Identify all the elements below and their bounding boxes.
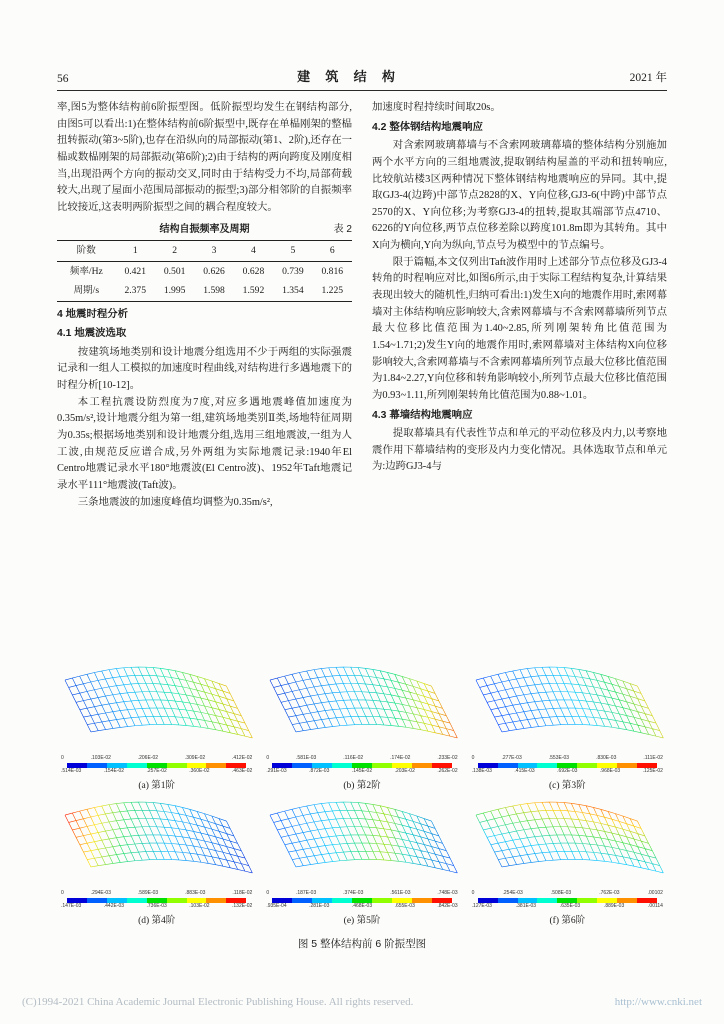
colorbar-tick: .468E-03 [351,902,373,909]
paragraph: 本工程抗震设防烈度为7度,对应多遇地震峰值加速度为0.35m/s²,设计地震分组为第一组,建筑场地类别Ⅱ类,场地特征周期为0.35s;根据场地类别和设计地震分组,选用三组地震波,一组为人工波,由规范反应谱合成,另外两组为实际地震记录:1940年El Centro地震记录水平180°地震波(El Centro波)、1952年Taft地震记录水平111°地震波(Taft波)。 [57,396,352,491]
colorbar-tick: .581E-03 [296,755,317,761]
colorbar-tick: .883E-03 [185,890,206,896]
frequency-period-table [57,240,352,301]
colorbar-tick: .889E-03 [603,902,625,909]
colorbar-ticks-top [468,891,667,897]
paragraph: 提取幕墙具有代表性节点和单元的平动位移及内力,以考察地震作用下幕墙结构的变形及内力变化情况。具体选取节点和单元为:边跨GJ3-4与 [372,428,667,473]
table-2 [57,222,352,301]
panel-label: (a) 第1阶 [138,781,175,791]
table-cell: 周期/s [73,285,100,297]
colorbar-segment [167,763,187,768]
colorbar-tick: 0 [266,890,270,896]
colorbar-tick: 0 [471,755,475,761]
colorbar-tick: .147E-03 [61,902,82,909]
copyright-text: (C)1994-2021 China Academic Journal Electronic Publishing House. All rights reserved. [22,996,414,1008]
colorbar-segment [432,898,452,903]
colorbar-segment [332,898,352,903]
panel-label: (f) 第6阶 [549,916,586,926]
table-header-cell: 3 [211,245,217,257]
colorbar-ticks-bottom [468,904,667,910]
colorbar-segment [637,763,657,768]
section-4-3-heading: 4.3 幕墙结构地震响应 [372,409,473,421]
colorbar-tick: .589E-03 [137,890,159,896]
panel-label: (b) 第2阶 [343,781,381,791]
colorbar-tick: .125E-02 [642,767,663,774]
page-content [57,66,667,951]
colorbar-ticks-top [57,891,256,897]
panel-label: (d) 第4阶 [138,916,176,926]
figure-caption: 图 5 整体结构前 6 阶振型图 [297,938,427,950]
paragraph: 三条地震波的加速度峰值均调整为0.35m/s², [77,496,273,508]
table-cell: 1.592 [242,285,265,297]
mode-shape-panel [468,660,667,791]
colorbar-segment [557,763,577,768]
colorbar-tick: 0 [61,755,64,761]
colorbar-segment [147,763,167,768]
colorbar [67,898,246,903]
colorbar-segment [87,898,107,903]
page-number: 56 [57,73,69,85]
colorbar-tick: .309E-02 [184,755,206,761]
section-4-1-heading: 4.1 地震波选取 [57,328,127,340]
right-column [372,100,667,652]
colorbar-segment [577,763,597,768]
colorbar-tick: .187E-03 [295,890,317,896]
colorbar-segment [127,898,147,903]
colorbar-tick: .291E-03 [266,767,287,774]
colorbar-segment [392,898,412,903]
colorbar-tick: .381E-03 [515,902,537,909]
table-header-row [57,241,352,261]
colorbar-tick: .174E-02 [390,755,411,761]
colorbar-ticks-bottom [57,769,256,775]
colorbar-tick: .514E-03 [61,767,82,774]
colorbar-tick: 0 [471,890,475,896]
table-cell: 0.421 [124,265,147,277]
colorbar [478,898,657,903]
colorbar-segment [187,763,207,768]
table-cell: 0.739 [282,265,304,277]
colorbar-tick: .116E-02 [343,755,364,761]
colorbar-segment [392,763,412,768]
colorbar-tick: .103E-02 [189,902,210,909]
colorbar-tick: .262E-02 [437,767,458,774]
table-cell: 0.816 [321,265,344,277]
colorbar-tick: .00114 [648,902,663,909]
table-cell: 1.598 [203,285,225,297]
mode-shape-panel [57,795,256,926]
mode-shape-panel [468,795,667,926]
colorbar-segment [226,763,246,768]
table-titlebar [57,222,352,238]
colorbar-ticks-bottom [262,769,461,775]
colorbar-tick: .374E-03 [343,890,364,896]
colorbar-tick: .254E-03 [502,890,523,896]
colorbar-tick: .655E-03 [394,902,415,909]
colorbar-segment [67,763,87,768]
colorbar-tick: .00102 [647,890,663,896]
table-row [57,281,352,301]
table-row [57,261,352,281]
colorbar-tick: .294E-03 [90,890,111,896]
colorbar-tick: .842E-03 [437,902,458,909]
colorbar-segment [557,898,577,903]
colorbar [272,763,451,768]
colorbar-segment [167,898,187,903]
colorbar-segment [518,763,538,768]
colorbar-segment [498,763,518,768]
colorbar-tick: .830E-03 [596,755,617,761]
colorbar-tick: .415E-03 [514,767,535,774]
colorbar-segment [372,763,392,768]
colorbar-tick: .635E-03 [559,902,581,909]
journal-header [57,66,667,91]
table-cell: 0.628 [242,265,265,277]
paragraph: 按建筑场地类别和设计地震分组选用不少于两组的实际强震记录和一组人工模拟的加速度时程曲线,对结构进行多遇地震下的时程分析[10-12]。 [57,346,352,392]
colorbar-tick: .233E-02 [437,755,458,761]
table-header-cell: 2 [172,245,178,257]
colorbar-segment [372,898,392,903]
colorbar-segment [127,763,147,768]
colorbar-tick: .442E-03 [103,902,125,909]
section-4-heading: 4 地震时程分析 [57,308,129,320]
colorbar-segment [478,898,498,903]
colorbar-segment [332,763,352,768]
colorbar-ticks-top [468,756,667,762]
colorbar-segment [637,898,657,903]
colorbar-segment [272,763,292,768]
colorbar-segment [412,898,432,903]
colorbar [478,763,657,768]
colorbar-segment [292,763,312,768]
body-columns [57,100,667,652]
colorbar-segment [597,763,617,768]
table-header-cell: 4 [251,245,256,257]
table-header-cell: 1 [132,245,138,257]
colorbar-tick: .736E-03 [146,902,167,909]
left-column [57,100,352,652]
colorbar-segment [577,898,597,903]
colorbar-segment [226,898,246,903]
colorbar-segment [498,898,518,903]
colorbar-segment [518,898,538,903]
colorbar-ticks-top [262,756,461,762]
table-title: 结构自振频率及周期 [159,224,250,236]
colorbar-segment [147,898,167,903]
paragraph: 加速度时程持续时间取20s。 [372,102,501,113]
colorbar-tick: .748E-03 [437,890,458,896]
table-cell: 0.626 [203,265,225,277]
mode-shape-mesh [57,660,256,756]
colorbar-tick: .257E-02 [146,767,167,774]
colorbar-tick: .206E-02 [137,755,159,761]
table-cell: 0.501 [163,265,186,277]
colorbar-segment [206,763,226,768]
mode-shape-panel [262,795,461,926]
colorbar-tick: 0 [266,755,270,761]
colorbar-segment [107,763,127,768]
colorbar-segment [352,898,372,903]
mode-shape-mesh [262,795,461,891]
colorbar-tick: .203E-02 [394,767,415,774]
colorbar-segment [412,763,432,768]
table-cell: 1.995 [163,285,186,297]
panel-label: (c) 第3阶 [548,781,586,791]
colorbar-segment [87,763,107,768]
colorbar-tick: .463E-02 [232,767,253,774]
colorbar-tick: .561E-03 [390,890,411,896]
table-header-cell: 5 [290,245,296,257]
colorbar-tick: .118E-02 [232,890,253,896]
mode-shape-panel [57,660,256,791]
colorbar-tick: .692E-03 [557,767,578,774]
colorbar-segment [537,898,557,903]
colorbar-tick: .154E-02 [103,767,125,774]
colorbar-ticks-bottom [262,904,461,910]
colorbar-ticks-top [262,891,461,897]
colorbar-tick: .281E-03 [309,902,330,909]
colorbar-segment [432,763,452,768]
table-cell: 2.375 [124,285,147,297]
table-body [57,261,352,301]
mode-shape-mesh [468,795,667,891]
publication-year: 2021 年 [629,72,667,84]
colorbar-segment [597,898,617,903]
colorbar-tick: .127E-03 [471,902,492,909]
colorbar-tick: .360E-02 [189,767,210,774]
colorbar [67,763,246,768]
table-header-cell: 6 [329,245,335,257]
colorbar-segment [352,763,372,768]
colorbar-tick: .412E-02 [231,755,253,761]
panel-label: (e) 第5阶 [343,916,381,926]
colorbar-segment [312,898,332,903]
mode-shape-mesh [468,660,667,756]
table-cell: 1.225 [321,285,344,297]
mode-shape-mesh [262,660,461,756]
colorbar-segment [537,763,557,768]
paragraph: 率,图5为整体结构前6阶振型图。低阶振型均发生在钢结构部分,由图5可以看出:1)在整体结构前6阶振型中,既存在单榀刚架的整榀扭转振动(第3~5阶),也存在沿纵向的局部振动(第1、2阶),还存在一榀或数榀刚架的局部振动(第6阶);2)由于结构的两向跨度及刚度相当,出现沿两个方向的振动交叉,同时由于结构受力不均,局部荷载较大,出现了屋面小范围局部振动的振型;3)部分相邻阶的自振频率比较接近,这表明两阶振型之间的耦合程度较大。 [57,102,352,213]
page-footer [22,996,702,1008]
colorbar-tick: .277E-03 [501,755,522,761]
colorbar-tick: .968E-03 [599,767,621,774]
colorbar-tick: .132E-02 [232,902,253,909]
paragraph: 对含索网玻璃幕墙与不含索网玻璃幕墙的整体结构分别施加两个水平方向的三组地震波,提取钢结构屋盖的平动和扭转响应,比较航站楼3区两种情况下整体钢结构地震响应的异同。其中,提取GJ3-4(边跨)中部节点2828的X、Y向位移,GJ3-6(中跨)中部节点2570的X、Y向位移;为考察GJ3-4的扭转,提取其端部节点4710、6226的Y向位移,两节点位移差除以跨度101.8m即为其转角。其中X向为横向,Y向为纵向,节点号为模型中的节点编号。 [372,140,667,252]
colorbar-segment [272,898,292,903]
colorbar-segment [478,763,498,768]
mode-shape-panel [262,660,461,791]
colorbar-tick: .138E-03 [471,767,492,774]
colorbar-ticks-bottom [468,769,667,775]
table-label: 表 2 [333,224,352,236]
colorbar-segment [617,763,637,768]
colorbar-tick: .111E-02 [643,755,663,761]
mode-shape-mesh [57,795,256,891]
colorbar-segment [292,898,312,903]
colorbar-ticks-bottom [57,904,256,910]
colorbar-tick: .872E-03 [309,767,330,774]
colorbar-tick: .508E-03 [550,890,572,896]
colorbar-tick: .103E-02 [90,755,111,761]
colorbar-tick: 0 [61,890,64,896]
colorbar-tick: .553E-03 [548,755,570,761]
footer-url[interactable]: http://www.cnki.net [614,996,702,1008]
colorbar-segment [107,898,127,903]
colorbar-ticks-top [57,756,256,762]
colorbar-segment [187,898,207,903]
table-cell: 1.354 [282,285,304,297]
colorbar-segment [67,898,87,903]
colorbar-tick: .145E-02 [351,767,373,774]
journal-title: 建 筑 结 构 [297,69,401,84]
colorbar-segment [206,898,226,903]
colorbar-segment [312,763,332,768]
section-4-2-heading: 4.2 整体钢结构地震响应 [372,121,483,133]
colorbar-segment [617,898,637,903]
colorbar-tick: .935E-04 [266,902,287,909]
colorbar [272,898,451,903]
table-cell: 频率/Hz [69,265,103,277]
colorbar-tick: .762E-03 [599,890,620,896]
figure-grid [57,660,667,926]
paragraph: 限于篇幅,本文仅列出Taft波作用时上述部分节点位移及GJ3-4转角的时程响应对比,如图6所示,由于实际工程结构复杂,计算结果表现出较大的随机性,归纳可看出:1)发生X向的地震作用时,索网幕墙对主体结构响应影响较大,含索网幕墙与不含索网幕墙所列节点最大位移比值范围为1.40~2.85,所列刚架转角比值范围为1.54~1.71;2)发生Y向的地震作用时,索网幕墙对主体结构X向位移影响较大,含索网幕墙与不含索网幕墙所列节点最大位移比值范围为1.84~2.27,Y向位移和转角影响较小,所列节点最大位移比值范围为0.93~1.11,所列刚架转角比值范围为0.88~1.01。 [372,256,667,401]
table-header-cell: 阶数 [76,245,96,257]
